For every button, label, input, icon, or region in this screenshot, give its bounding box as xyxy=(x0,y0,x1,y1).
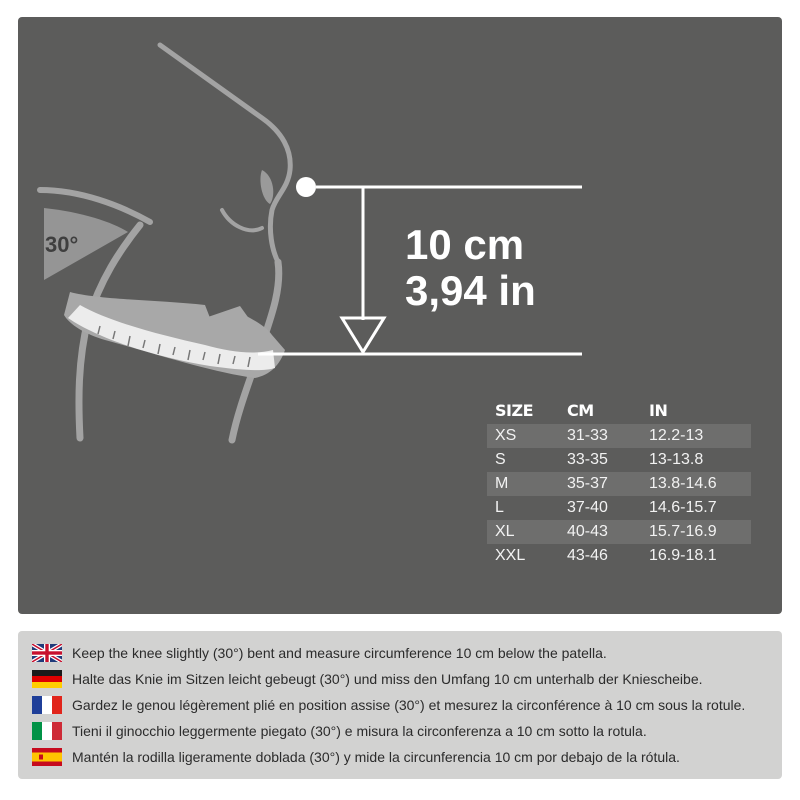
in-cell: 13.8-14.6 xyxy=(641,472,751,496)
table-row xyxy=(487,496,751,520)
instruction-de xyxy=(32,668,703,690)
cm-cell: 31-33 xyxy=(559,424,641,448)
instruction-text: Halte das Knie im Sitzen leicht gebeugt (30°) und miss den Umfang 10 cm unterhalb der Kniescheibe. xyxy=(72,671,703,687)
cm-cell: 43-46 xyxy=(567,547,608,564)
in-cell: 14.6-15.7 xyxy=(649,499,717,516)
instruction-en xyxy=(32,642,607,664)
size-cell: XXL xyxy=(495,547,526,564)
thigh-outline xyxy=(160,45,290,262)
table-row xyxy=(487,544,751,568)
instruction-it xyxy=(32,720,647,742)
instruction-text: Gardez le genou légèrement plié en position assise (30°) et mesurez la circonférence à 10 cm sous la rotule. xyxy=(72,697,746,713)
distance-label xyxy=(405,222,536,314)
size-table xyxy=(487,398,751,568)
size-cell: XL xyxy=(487,520,559,544)
instruction-fr xyxy=(32,694,745,716)
italy-flag-icon xyxy=(32,722,62,740)
header-size: SIZE xyxy=(495,400,534,420)
germany-flag-icon xyxy=(32,670,62,688)
size-cell: S xyxy=(495,451,506,468)
instructions-panel xyxy=(18,631,782,779)
spain-flag-icon xyxy=(32,748,62,766)
distance-arrow-head xyxy=(342,318,384,352)
instruction-text: Mantén la rodilla ligeramente doblada (30°) y mide la circunferencia 10 cm por debajo de la rótula. xyxy=(72,749,680,765)
in-cell: 15.7-16.9 xyxy=(641,520,751,544)
patella-marker xyxy=(296,177,316,197)
distance-in: 3,94 in xyxy=(405,267,536,314)
uk-flag-icon xyxy=(32,644,62,662)
cm-cell: 35-37 xyxy=(559,472,641,496)
table-row xyxy=(487,448,751,472)
size-cell: L xyxy=(495,499,504,516)
table-row xyxy=(487,472,751,496)
table-row xyxy=(487,520,751,544)
instruction-text: Keep the knee slightly (30°) bent and measure circumference 10 cm below the patella. xyxy=(72,645,607,661)
instruction-es xyxy=(32,746,680,768)
instruction-text: Tieni il ginocchio leggermente piegato (30°) e misura la circonferenza a 10 cm sotto la rotula. xyxy=(72,723,647,739)
size-cell: XS xyxy=(487,424,559,448)
in-cell: 12.2-13 xyxy=(641,424,751,448)
france-flag-icon xyxy=(32,696,62,714)
in-cell: 16.9-18.1 xyxy=(649,547,717,564)
table-row xyxy=(487,424,751,448)
header-cm: CM xyxy=(567,400,594,420)
cm-cell: 37-40 xyxy=(567,499,608,516)
cm-cell: 40-43 xyxy=(559,520,641,544)
knee-crease xyxy=(222,210,262,230)
size-cell: M xyxy=(487,472,559,496)
patella-shape xyxy=(260,170,273,204)
distance-cm: 10 cm xyxy=(405,221,525,268)
in-cell: 13-13.8 xyxy=(649,451,704,468)
size-table-header xyxy=(487,398,751,424)
cm-cell: 33-35 xyxy=(567,451,608,468)
header-in: IN xyxy=(649,400,668,420)
angle-label: 30° xyxy=(45,232,79,257)
